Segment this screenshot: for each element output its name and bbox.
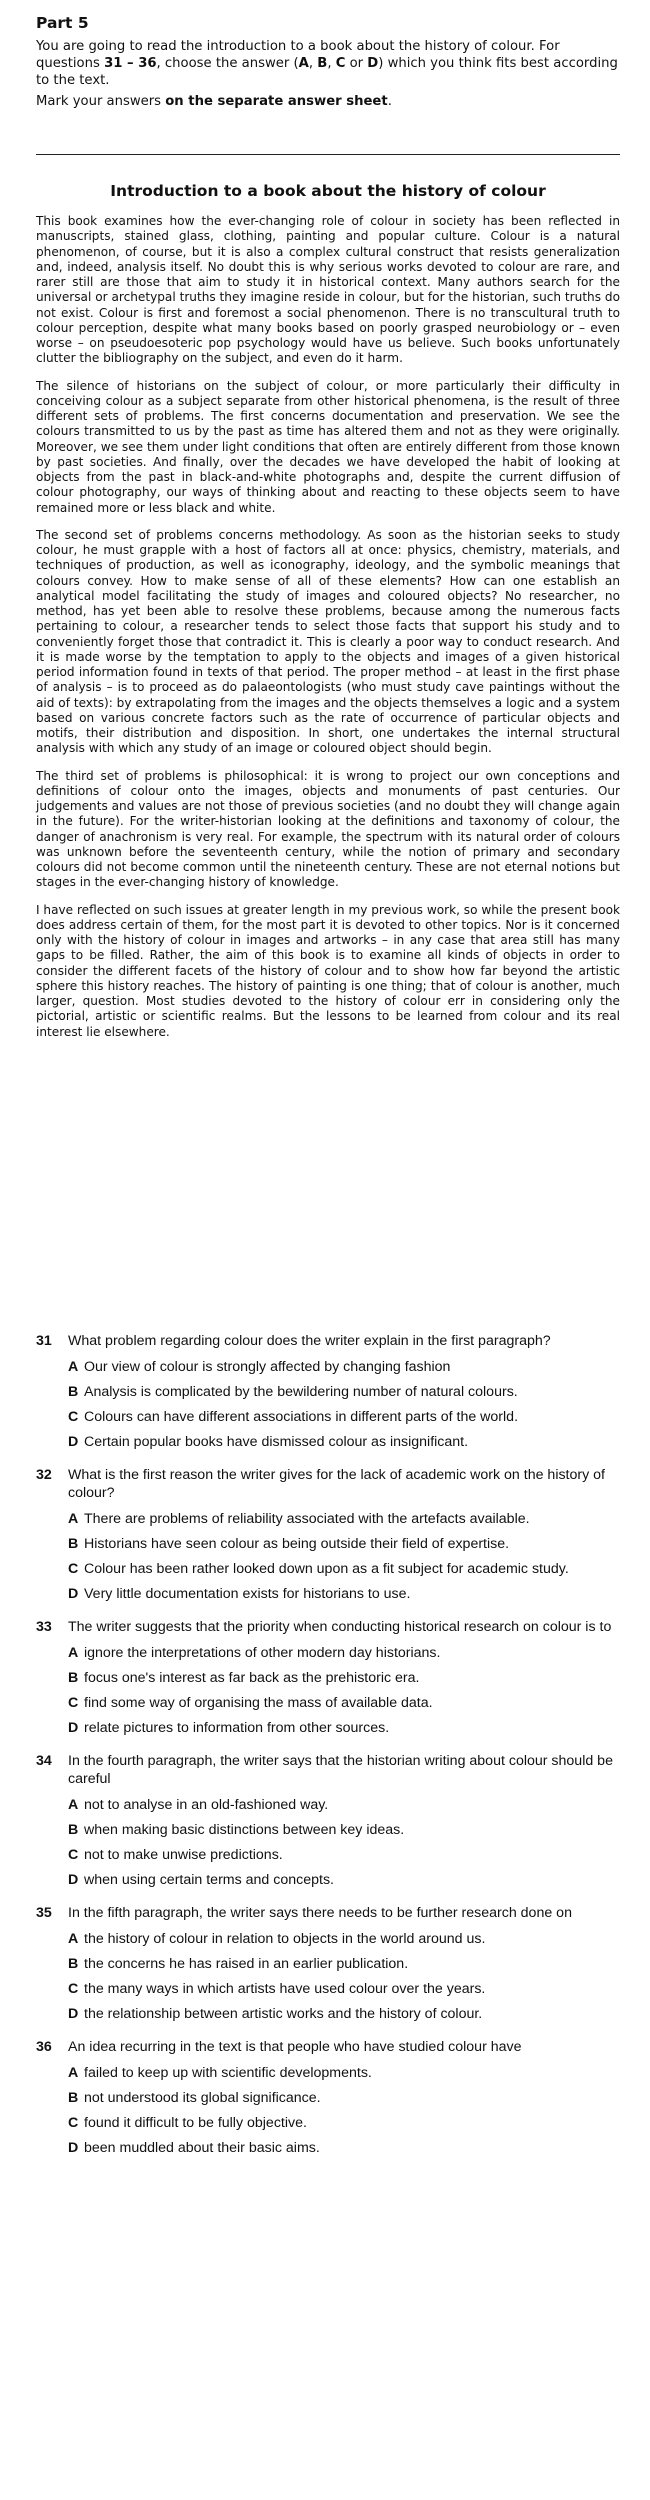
option-letter: A [68,1645,79,1661]
option-d[interactable] [36,2005,620,2023]
article-paragraph-3: The second set of problems concerns methodology. As soon as the historian seeks to study colour, he must grapple with a host of factors all at once: physics, chemistry, materials, and techniques of production, as well as iconography, ideology, and the symbolic meanings that colours convey. How to make sense of all of these elements? How can one establish an analytical model facilitating the study of images and coloured objects? No researcher, no method, has yet been able to resolve these problems, because among the numerous facts pertaining to colour, a researcher tends to select those facts that support his study and to conveniently forget those that contradict it. This is clearly a poor way to conduct research. And it is made worse by the temptation to apply to the objects and images of a given historical period information found in texts of that period. The proper method – at least in the first phase of analysis – is to proceed as do palaeontologists (who must study cave paintings without the aid of texts): by extrapolating from the images and the objects themselves a logic and a system based on various concrete factors such as the rate of occurrence of particular objects and motifs, their distribution and disposition. In short, one undertakes the internal structural analysis with which any study of an image or coloured object should begin. [36,527,620,756]
option-letter: C [68,1981,79,1997]
option-text: Our view of colour is strongly affected by changing fashion [84,1359,451,1375]
option-a[interactable] [36,1796,620,1814]
option-letter: C [68,1561,79,1577]
option-text: when making basic distinctions between key ideas. [84,1822,405,1838]
option-text: Historians have seen colour as being outside their field of expertise. [84,1536,510,1552]
option-letter: C [68,1695,79,1711]
question-35 [36,1904,620,2023]
sep-2: , [327,56,336,71]
instructions-header [36,14,620,110]
option-letter: D [68,2140,79,2156]
question-number: 31 [36,1333,52,1349]
option-text: Certain popular books have dismissed colour as insignificant. [84,1434,469,1450]
option-letter: C [68,2115,79,2131]
question-stem: In the fourth paragraph, the writer says that the historian writing about colour should be careful [68,1753,613,1787]
option-text: been muddled about their basic aims. [84,2140,320,2156]
option-c[interactable] [36,1408,620,1426]
question-number: 34 [36,1753,52,1769]
option-a[interactable] [36,1930,620,1948]
mark-bold: on the separate answer sheet [165,94,388,109]
instruction-text [36,38,620,89]
option-a[interactable] [36,1510,620,1528]
option-text: failed to keep up with scientific developments. [84,2065,372,2081]
option-letter: D [68,2006,79,2022]
question-stem: An idea recurring in the text is that people who have studied colour have [68,2039,522,2055]
option-a[interactable] [36,1644,620,1662]
option-d[interactable] [36,1719,620,1737]
option-letter: A [68,1797,79,1813]
option-text: Colours can have different associations in different parts of the world. [84,1409,519,1425]
question-31 [36,1332,620,1451]
question-stem: The writer suggests that the priority when conducting historical research on colour is to [68,1619,612,1635]
option-text: the relationship between artistic works and the history of colour. [84,2006,483,2022]
questions-list [36,1332,620,2172]
instruction-part-1: You are going to read the introduction to a book about the history of colour. For questions [36,39,560,71]
question-number: 32 [36,1467,52,1483]
option-text: when using certain terms and concepts. [84,1872,334,1888]
article-paragraph-5: I have reflected on such issues at greater length in my previous work, so while the present book does address certain of them, for the most part it is devoted to other topics. Nor is it concerned only with the history of colour in images and artworks – in any case that area still has many gaps to be filled. Rather, the aim of this book is to examine all kinds of objects in order to consider the different facets of the history of colour and to show how far beyond the artistic sphere this history reaches. The history of painting is one thing; that of colour is another, much larger, question. Most studies devoted to the history of colour err in considering only the pictorial, artistic or scientific realms. But the lessons to be learned from colour and its real interest lie elsewhere. [36,902,620,1039]
option-d[interactable] [36,1585,620,1603]
option-letter: A [68,1931,79,1947]
option-text: found it difficult to be fully objective. [84,2115,307,2131]
option-c[interactable] [36,1980,620,1998]
option-c[interactable] [36,1694,620,1712]
article-title: Introduction to a book about the history of colour [110,182,546,200]
option-a[interactable] [36,1358,620,1376]
option-text: Analysis is complicated by the bewildering number of natural colours. [84,1384,518,1400]
option-b[interactable] [36,1669,620,1687]
option-letter: B [68,1956,79,1972]
question-number: 35 [36,1905,52,1921]
option-text: There are problems of reliability associated with the artefacts available. [84,1511,530,1527]
option-letter: A [68,2065,79,2081]
question-33 [36,1618,620,1737]
option-letter: C [68,1847,79,1863]
letter-a: A [298,56,309,71]
article-paragraph-4: The third set of problems is philosophical: it is wrong to project our own conceptions and definitions of colour onto the images, objects and monuments of past centuries. Our judgements and values are not those of previous societies (and no doubt they will change again in the future). For the writer-historian looking at the definitions and taxonomy of colour, the danger of anachronism is very real. For example, the spectrum with its natural order of colours was unknown before the seventeenth century, while the notion of primary and secondary colours did not become common until the nineteenth century. These are not eternal notions but stages in the ever-changing history of knowledge. [36,768,620,890]
option-c[interactable] [36,1846,620,1864]
option-b[interactable] [36,1383,620,1401]
option-text: ignore the interpretations of other modern day historians. [84,1645,441,1661]
option-b[interactable] [36,1535,620,1553]
option-text: relate pictures to information from other sources. [84,1720,390,1736]
letter-b: B [317,56,328,71]
question-34 [36,1752,620,1889]
option-letter: D [68,1586,79,1602]
letter-d: D [367,56,379,71]
option-text: not to analyse in an old-fashioned way. [84,1797,329,1813]
question-stem: What is the first reason the writer gives for the lack of academic work on the history of colour? [68,1467,605,1501]
question-number: 36 [36,2039,52,2055]
article-paragraph-2: The silence of historians on the subject of colour, or more particularly their difficulty in conceiving colour as a subject separate from other historical phenomena, is the result of three different sets of problems. The first concerns documentation and preservation. We see the colours transmitted to us by the past as time has altered them and not as they were originally. Moreover, we see them under light conditions that often are entirely different from those known by past societies. And finally, over the decades we have developed the habit of looking at objects from the past in black-and-white photographs and, despite the current diffusion of colour photography, our ways of thinking about and reacting to these objects seem to have remained more or less black and white. [36,378,620,515]
question-stem: In the fifth paragraph, the writer says there needs to be further research done on [68,1905,572,1921]
mark-instruction [36,93,620,110]
question-36 [36,2038,620,2157]
option-letter: B [68,2090,79,2106]
option-letter: B [68,1536,79,1552]
option-text: Very little documentation exists for historians to use. [84,1586,411,1602]
option-letter: D [68,1720,79,1736]
question-number: 33 [36,1619,52,1635]
sep-1: , [308,56,318,71]
mark-suffix: . [387,94,392,109]
option-text: not to make unwise predictions. [84,1847,283,1863]
option-d[interactable] [36,1433,620,1451]
article [36,168,620,1052]
option-a[interactable] [36,2064,620,2082]
instruction-part-3: ) which you think fits best according to the text. [36,56,618,88]
letter-c: C [335,56,346,71]
option-text: find some way of organising the mass of available data. [84,1695,433,1711]
option-text: the concerns he has raised in an earlier publication. [84,1956,409,1972]
option-c[interactable] [36,2114,620,2132]
option-text: Colour has been rather looked down upon as a fit subject for academic study. [84,1561,569,1577]
option-d[interactable] [36,1871,620,1889]
part-title: Part 5 [36,14,89,32]
option-letter: C [68,1409,79,1425]
option-b[interactable] [36,1821,620,1839]
question-stem: What problem regarding colour does the writer explain in the first paragraph? [68,1333,551,1349]
option-letter: B [68,1670,79,1686]
option-letter: B [68,1384,79,1400]
option-b[interactable] [36,2089,620,2107]
option-letter: D [68,1872,79,1888]
option-text: not understood its global significance. [84,2090,321,2106]
instruction-part-2: , choose the answer ( [156,56,299,71]
question-range: 31 – 36 [104,56,157,71]
option-letter: A [68,1511,79,1527]
option-text: focus one's interest as far back as the prehistoric era. [84,1670,420,1686]
option-text: the many ways in which artists have used colour over the years. [84,1981,486,1997]
option-letter: B [68,1822,79,1838]
article-paragraph-1: This book examines how the ever-changing role of colour in society has been reflected in manuscripts, stained glass, clothing, painting and popular culture. Colour is a natural phenomenon, of course, but it is also a complex cultural construct that resists generalization and, indeed, analysis itself. No doubt this is why serious works devoted to colour are rare, and rarer still are those that aim to study it in historical context. Many authors search for the universal or archetypal truths they imagine reside in colour, but for the historian, such truths do not exist. Colour is first and foremost a social phenomenon. There is no transcultural truth to colour perception, despite what many books based on poorly grasped neurobiology or – even worse – on pseudoesoteric pop psychology would have us believe. Such books unfortunately clutter the bibliography on the subject, and even do it harm. [36,214,620,366]
option-c[interactable] [36,1560,620,1578]
option-text: the history of colour in relation to objects in the world around us. [84,1931,486,1947]
divider-line [36,154,620,155]
sep-3: or [345,56,368,71]
option-letter: A [68,1359,79,1375]
mark-prefix: Mark your answers [36,94,166,109]
question-32 [36,1466,620,1603]
option-b[interactable] [36,1955,620,1973]
option-letter: D [68,1434,79,1450]
option-d[interactable] [36,2139,620,2157]
